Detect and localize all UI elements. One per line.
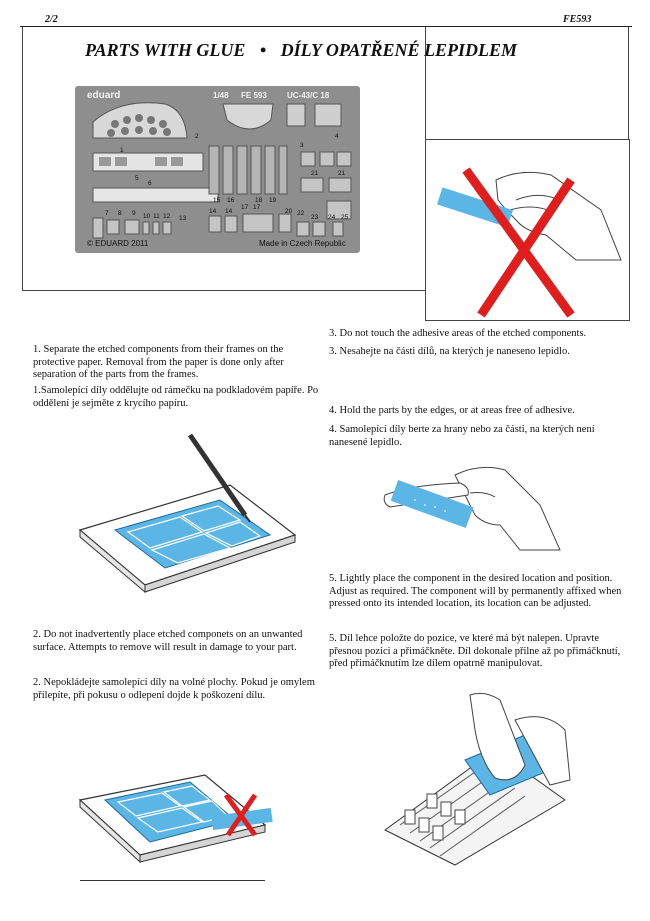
fret-code: FE 593 — [241, 91, 267, 100]
step3-english: 3. Do not touch the adhesive areas of the etched components. — [329, 328, 587, 339]
part-number: 24 — [328, 214, 336, 221]
part-number: 22 — [297, 210, 305, 217]
part-number: 14 — [225, 208, 233, 215]
part-number: 1 — [120, 147, 124, 154]
step5-illustration — [375, 690, 575, 870]
part-number: 7 — [105, 210, 109, 217]
step2-illustration — [70, 750, 290, 890]
step3-czech: 3. Nesahejte na části dílů, na kterých je naneseno lepidlo. — [329, 346, 570, 357]
fret-subject: UC-43/C 18 — [287, 91, 330, 100]
step5-english: 5. Lightly place the component in the desired location and position. Adjust as required. The component will by permanently affixed when pressed onto its intended location, its location can be adjusted. — [329, 573, 622, 609]
part-number: 15 — [213, 197, 221, 204]
step4-illustration — [360, 455, 570, 560]
step1-czech: 1.Samolepící díly oddělujte od rámečku na podkladovém papíře. Po oddělení je sejměte z krycího papíru. — [33, 385, 319, 409]
part-number: 3 — [300, 142, 304, 149]
fret-made-in: Made in Czech Republic — [259, 239, 346, 248]
step3-illustration — [426, 140, 627, 318]
part-number: 6 — [148, 180, 152, 187]
part-number: 10 — [143, 213, 151, 220]
part-number: 25 — [341, 214, 349, 221]
part-number: 14 — [209, 208, 217, 215]
part-number: 13 — [179, 215, 187, 222]
frame-divider-top — [425, 27, 631, 139]
part-number: 12 — [163, 213, 171, 220]
step2-baseline — [80, 880, 265, 881]
part-number: 5 — [135, 175, 139, 182]
kit-code: FE593 — [563, 14, 592, 25]
part-number: 21 — [311, 170, 319, 177]
part-number: 4 — [335, 133, 339, 140]
part-number: 11 — [153, 213, 160, 220]
brand-logo: eduard — [87, 90, 121, 101]
part-number: 2 — [195, 133, 199, 140]
part-number: 18 — [255, 197, 263, 204]
step2-english: 2. Do not inadvertently place etched componets on an unwanted surface. Attempts to remove will result in damage to your part. — [33, 629, 303, 653]
part-number: 17 — [253, 204, 261, 211]
part-number: 9 — [132, 210, 136, 217]
title-bullet: • — [259, 40, 267, 60]
step4-czech: 4. Samolepící díly berte za hrany nebo za části, na kterých není nanesené lepidlo. — [329, 424, 595, 448]
step5-czech: 5. Díl lehce položte do pozice, ve které má být nalepen. Upravte přesnou pozici a přimáčkněte. Díl dokonale přilne až po přimáčknutí, před přimáčknutím lze dílem opatrně manipulovat. — [329, 633, 621, 669]
part-number: 21 — [338, 170, 346, 177]
step1-english: 1. Separate the etched components from their frames on the protective paper. Removal from the paper is done only after separation of the parts from the frames. — [33, 344, 284, 380]
part-number: 23 — [311, 214, 319, 221]
part-number: 17 — [241, 204, 249, 211]
title-czech: DÍLY OPATŘENÉ LEPIDLEM — [280, 40, 518, 60]
fret-scale: 1/48 — [213, 91, 229, 100]
part-number: 19 — [269, 197, 277, 204]
photo-etch-fret — [75, 86, 360, 253]
part-number: 16 — [227, 197, 235, 204]
page-number: 2/2 — [45, 14, 58, 25]
step1-illustration — [70, 430, 300, 600]
part-number: 8 — [118, 210, 122, 217]
step4-english: 4. Hold the parts by the edges, or at areas free of adhesive. — [329, 405, 575, 416]
fret-copyright: © EDUARD 2011 — [87, 239, 149, 248]
right-edge — [628, 27, 629, 139]
part-number: 20 — [285, 208, 293, 215]
step2-czech: 2. Nepokládejte samolepící díly na volné plochy. Pokud je omylem přilepíte, při pokusu o odlepení dojde k poškození dílu. — [33, 677, 315, 701]
title-english: PARTS WITH GLUE — [85, 40, 246, 60]
